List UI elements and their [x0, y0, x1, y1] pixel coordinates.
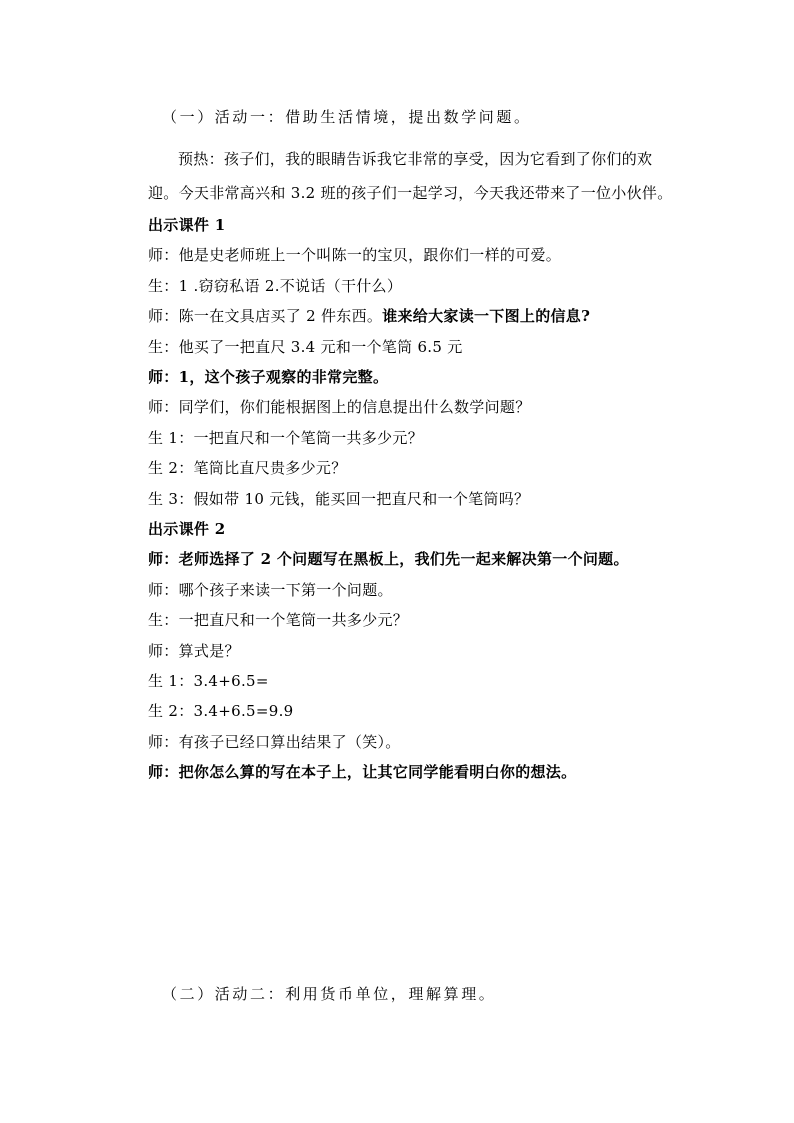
dialogue-line [148, 701, 294, 721]
dialogue-line [148, 337, 463, 357]
section-heading-2: （二）活动二：利用货币单位，理解算理。 [162, 985, 497, 1003]
dialogue-line-text: 师：陈一在文具店买了 2 件东西。 [148, 307, 383, 326]
dialogue-line [148, 458, 347, 478]
dialogue-line-text: 师：1，这个孩子观察的非常完整。 [148, 368, 389, 386]
dialogue-line-text: 生 1：3.4+6.5= [148, 672, 269, 690]
dialogue-line [148, 397, 531, 417]
dialogue-line [148, 549, 629, 569]
dialogue-line [148, 762, 576, 782]
dialogue-line-text: 出示课件 1 [148, 216, 226, 234]
dialogue-line [148, 276, 402, 296]
dialogue-line-text: 生：他买了一把直尺 3.4 元和一个笔筒 6.5 元 [148, 337, 463, 356]
dialogue-line [148, 519, 225, 539]
dialogue-line-text: 师：把你怎么算的写在本子上，让其它同学能看明白你的想法。 [148, 763, 577, 782]
dialogue-line-text: 师：算式是？ [148, 641, 240, 660]
dialogue-line [148, 489, 529, 509]
dialogue-line-text: 生：一把直尺和一个笔筒一共多少元？ [148, 611, 409, 630]
dialogue-line-text: 生 3：假如带 10 元钱，能买回一把直尺和一个笔筒吗？ [148, 489, 530, 508]
dialogue-line-text: 生 1：一把直尺和一个笔筒一共多少元？ [148, 428, 424, 447]
intro-line-2: 迎。今天非常高兴和 3.2 班的孩子们一起学习，今天我还带来了一位小伙伴。 [148, 184, 673, 202]
dialogue-line [148, 671, 269, 691]
dialogue-line [148, 428, 423, 448]
dialogue-line-text: 生 2：笔筒比直尺贵多少元？ [148, 459, 347, 478]
dialogue-line [148, 367, 388, 387]
dialogue-line-text: 师：老师选择了 2 个问题写在黑板上，我们先一起来解决第一个问题。 [148, 550, 629, 569]
dialogue-line [148, 732, 401, 752]
dialogue-line [148, 610, 408, 630]
dialogue-line-text: 师：哪个孩子来读一下第一个问题。 [148, 580, 393, 599]
dialogue-line-text: 师：他是史老师班上一个叫陈一的宝贝，跟你们一样的可爱。 [148, 246, 562, 265]
dialogue-line-text: 师：有孩子已经口算出结果了（笑）。 [148, 732, 401, 751]
dialogue-line [148, 215, 225, 235]
dialogue-line-text: 生 2：3.4+6.5=9.9 [148, 702, 294, 721]
intro-line-1: 预热：孩子们，我的眼睛告诉我它非常的享受，因为它看到了你们的欢 [178, 150, 653, 168]
dialogue-line [148, 641, 240, 661]
dialogue-line [148, 245, 561, 265]
dialogue-line-text: 出示课件 2 [148, 520, 226, 538]
section-heading-1: （一）活动一：借助生活情境，提出数学问题。 [162, 108, 532, 126]
dialogue-line-text: 生：1 .窃窃私语 2.不说话（干什么） [148, 276, 403, 295]
dialogue-line-text: 师：同学们，你们能根据图上的信息提出什么数学问题？ [148, 398, 531, 417]
dialogue-line [148, 580, 393, 600]
dialogue-line [148, 306, 590, 326]
dialogue-line-bold-tail: 谁来给大家读一下图上的信息? [382, 307, 591, 326]
